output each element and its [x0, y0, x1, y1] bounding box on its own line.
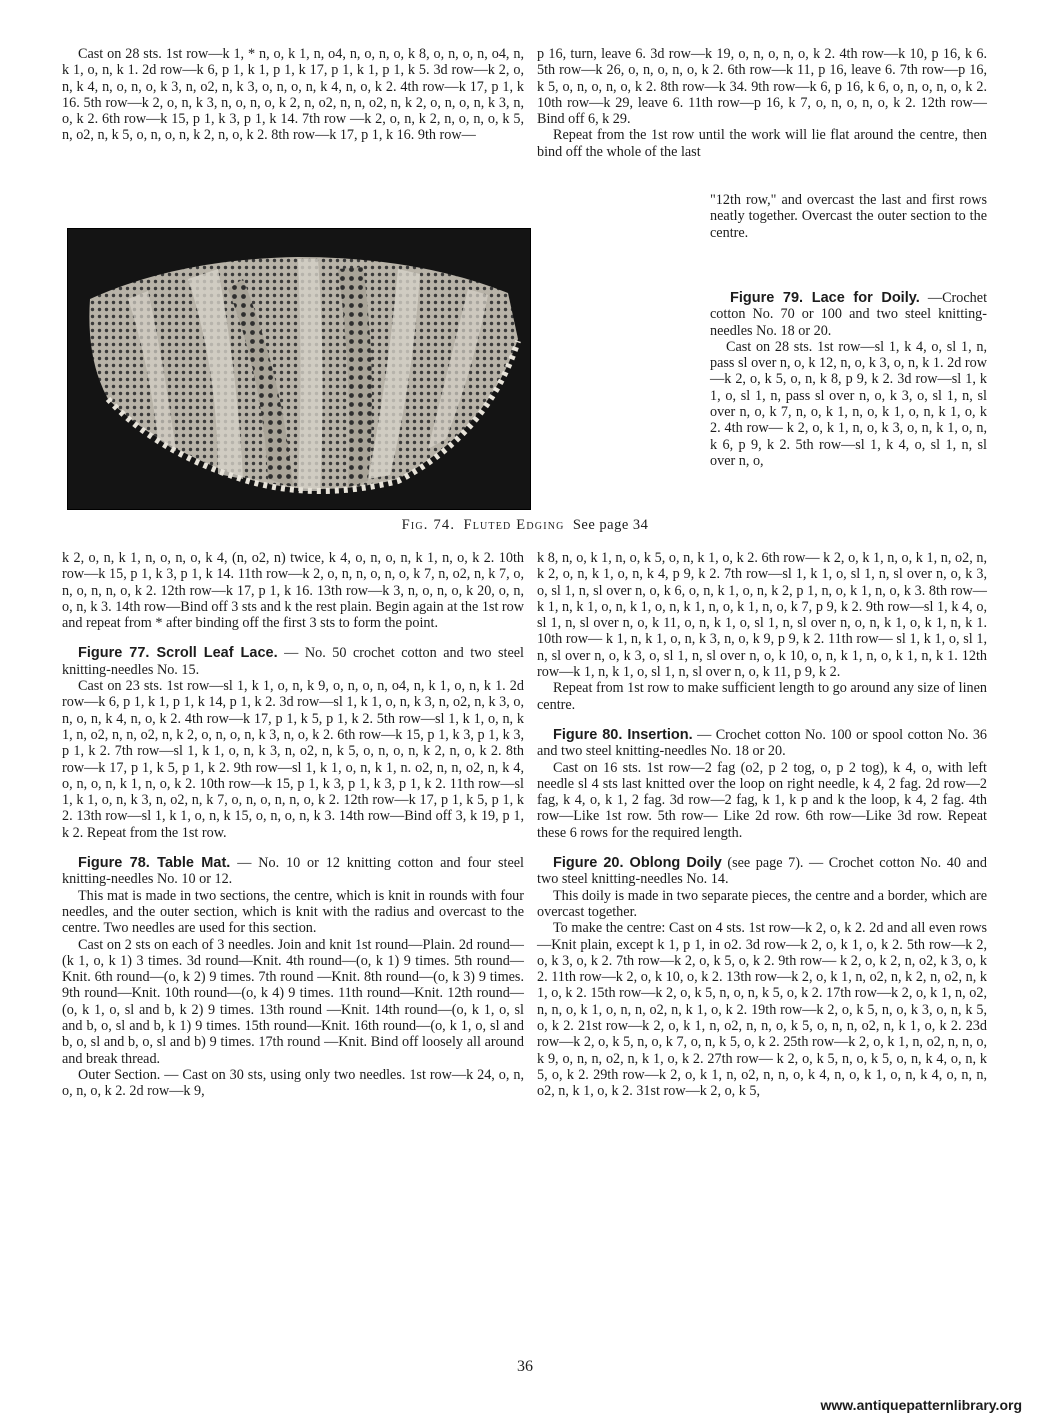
paragraph: Cast on 28 sts. 1st row—k 1, * n, o, k 1, n, o4, n, o, n, o, k 8, o, n, o, n, o4, n, k 1, o, n, k 1. 2d row—k 6, p 1, k 1, p 1, k 17, p 1, k 1, p 1, k 5. 3d row—k 2, o, n, k 4, n, o, n, o, k 3, n, o2, n, k 3, o, n, o, n, k 4, n, o, k 2. 4th row—k 17, p 1, k 16. 5th row—k 2, o, n, k 3, n, o, n, o, k 2, n, o2, n, n, o2, n, k 2, o, n, o, n, k 3, n, o, k 2. 6th row—k 15, p 1, k 3, p 1, k 14. 7th row —k 2, o, n, k 2, n, o, n, o, k 5, n, o2, n, k 5, o, n, o, n, k 2, n, o, k 2. 8th row—k 17, p 1, k 16. 9th row— — [62, 46, 524, 144]
figure-79-intro — [710, 290, 987, 339]
paragraph: "12th row," and overcast the last and first rows neatly together. Overcast the outer section to the centre. — [710, 192, 987, 241]
paragraph: — Crochet cotton No. 100 or spool cotton No. 36 and two steel knitting-needles No. 18 or 20. — [537, 726, 988, 760]
figure-80-intro — [537, 727, 987, 760]
paragraph: k 8, n, o, k 1, n, o, k 5, o, n, k 1, o, k 2. 6th row— k 2, o, k 1, n, o, k 1, n, o2, n, k 2, o, n, k 1, o, n, k 4, p 9, k 2. 7th row—sl 1, k 1, o, sl 1, n, sl over n, o, k 3, o, sl 1, n, sl over n, o, k 6, o, n, k 1, o, n, k 2, p 1, n, o, k 1, n, o, k 3. 8th row—k 1, n, k 1, o, n, k 1, o, n, k 1, n, o, k 1, n, o, k 7, p 9, k 2. 9th row—sl 1, k 4, o, sl 1, n, sl over n, o, k 11, o, n, k 1, o, sl 1, n, sl over n, o, n, k 1, o, k 1, n, k 1. 10th row— k 1, n, k 1, o, n, k 3, n, o, k 9, p 9, k 2. 11th row— sl 1, k 1, o, sl 1, n, sl over n, o, k 3, o, sl 1, n, sl over n, o, k 10, o, n, k 1, n, o, k 1, n, k 1. 12th row—k 1, n, k 1, o, sl 1, n, sl over n, o, k 11, p 9, k 2. — [537, 550, 987, 681]
figure-78-intro — [62, 855, 524, 888]
paragraph: Cast on 2 sts on each of 3 needles. Join and knit 1st round—Plain. 2d round—(k 1, o, k 1) 3 times. 3d round—Knit. 4th round—(o, k 1) 9 times. 5th round—Knit. 6th round—(o, k 2) 9 times. 7th round —Knit. 8th round—(o, k 3) 9 times. 9th round—Knit. 10th round—(o, k 4) 9 times. 11th round—Knit. 12th round—(o, k 1, o, sl and b, k 2) 9 times. 13th round —Knit. 14th round—(o, k 1, o, sl and b, o, sl and b, k 1) 9 times. 15th round—Knit. 16th round—(o, k 1, o, sl and b, o, sl and b, o, sl and b) 9 times. 17th round —Knit. Bind off loosely all around and break thread. — [62, 936, 524, 1067]
footer-url: www.antiquepatternlibrary.org — [820, 1397, 1022, 1413]
paragraph: p 16, turn, leave 6. 3d row—k 19, o, n, o, n, o, k 2. 4th row—k 10, p 16, k 6. 5th row—k 26, o, n, o, n, o, k 2. 6th row—k 11, p 16, leave 6. 7th row—p 16, k 5, o, n, o, n, o, k 2. 8th row—k 34. 9th row—k 6, p 16, k 6, o, n, o, n, o, k 2. 10th row—k 29, leave 6. 11th row—p 16, k 7, o, n, o, n, o, k 2. 12th row—Bind off 6, k 29. — [537, 46, 987, 128]
paragraph: This mat is made in two sections, the centre, which is knit in rounds with four needles, and the outer section, which is knit with the radius and overcast to the centre. Two needles are used for this section. — [62, 887, 524, 937]
figure-20-title: Figure 20. Oblong Doily — [553, 855, 722, 872]
left-top-text — [62, 46, 524, 144]
paragraph: Outer Section. — Cast on 30 sts, using only two needles. 1st row—k 24, o, n, o, n, o, k 2. 2d row—k 9, — [62, 1066, 524, 1100]
paragraph: Repeat from the 1st row until the work will lie flat around the centre, then bind off the whole of the last — [537, 127, 987, 160]
lace-illustration — [68, 229, 530, 509]
paragraph: — No. 10 or 12 knitting cotton and four steel knitting-needles No. 10 or 12. — [62, 855, 524, 888]
figure-80-title: Figure 80. Insertion. — [553, 726, 693, 743]
figure-79-title: Figure 79. Lace for Doily. — [730, 290, 920, 306]
figure-20-intro — [537, 855, 987, 888]
figure-79-section — [710, 290, 987, 469]
paragraph: Cast on 16 sts. 1st row—2 fag (o2, p 2 tog, o, p 2 tog), k 4, o, with left needle sl 4 sts last knitted over the loop on right needle, k 4, 2 fag. 2d row—2 fag, k 4, o, k 1, 2 fag. 3d row—2 fag, k 1, k p and k the loop, k 4, 2 fag. 4th row—Like 1st row. 5th row— Like 2d row. 6th row—Like 3d row. Repeat these 6 rows for the required length. — [537, 759, 987, 841]
paragraph: Repeat from 1st row to make sufficient length to go around any size of linen centre. — [537, 680, 987, 713]
paragraph: Cast on 28 sts. 1st row—sl 1, k 4, o, sl 1, n, pass sl over n, o, k 12, n, o, k 3, o, n, k 1. 2d row —k 2, o, k 5, o, n, k 8, p 9, k 2. 3d row—sl 1, k 1, o, sl 1, n, pass sl over n, o, k 3, o, sl 1, n, sl over n, o, k 7, n, o, k 1, n, o, k 1, o, n, k 1, o, k 2. 4th row— k 2, o, k 1, n, o, k 3, o, n, k 1, o, n, k 6, p 9, k 2. 5th row—sl 1, k 4, o, sl 1, n, sl over n, o, — [710, 338, 987, 469]
figure-77-title: Figure 77. Scroll Leaf Lace. — [78, 645, 278, 662]
paragraph: k 2, o, n, k 1, n, o, n, o, k 4, (n, o2, n) twice, k 4, o, n, o, n, k 1, n, o, k 2. 10th row—k 15, p 1, k 3, p 1, k 14. 11th row—k 2, o, n, n, o, n, o, k 7, n, o2, n, k 7, o, n, o, n, n, o, k 2. 12th row—k 17, p 1, k 16. 13th row—k 3, n, o, n, o, k 20, o, n, o, n, k 3. 14th row—Bind off 3 sts and k the rest plain. Begin again at the 1st row and repeat from * after binding off the first 3 sts to form the point. — [62, 550, 524, 632]
paragraph: — No. 50 crochet cotton and two steel knitting-needles No. 15. — [62, 645, 524, 678]
figure-label: Fig. 74. — [401, 517, 456, 533]
paragraph: This doily is made in two separate pieces, the centre and a border, which are overcast together. — [537, 887, 987, 920]
paragraph: Cast on 23 sts. 1st row—sl 1, k 1, o, n, k 9, o, n, o, n, o4, n, k 1, o, n, k 1. 2d row—k 6, p 1, k 1, p 1, k 14, p 1, k 2. 3d row—sl 1, k 1, o, n, k 3, n, o2, n, k 3, o, n, o, n, k 4, n, o, k 2. 4th row—k 17, p 1, k 5, p 1, k 2. 5th row—sl 1, k 1, o, n, k 1, n, o2, n, n, o2, n, k 2, o, n, o, n, k 3, n, o, k 2. 6th row—k 15, p 1, k 3, p 1, k 3, p 1, k 2. 7th row—sl 1, k 1, o, n, k 3, n, o2, n, k 5, o, n, o, n, k 2, n, o, k 2. 8th row—k 17, p 1, k 5, p 1, k 2. 9th row—sl 1, k 1, o, n, k 1, n. o2, n, n, o2, n, k 4, o, n, o, n, k 1, n, o, k 2. 10th row—k 15, p 1, k 3, p 1, k 3, p 1, k 2. 11th row—sl 1, k 1, o, n, k 3, n, o2, n, k 7, o, n, o, n, n, o, k 2. 12th row—k 17, p 1, k 5, p 1, k 2. 13th row—sl 1, k 1, o, n, k 15, o, n, o, n, k 3. 14th row—Bind off 3, k 19, p 1, k 2. Repeat from the 1st row. — [62, 678, 524, 841]
right-top-text — [537, 46, 987, 160]
left-column — [62, 550, 524, 1100]
figure-title: Fluted Edging — [463, 517, 565, 533]
figure-page-ref: See page 34 — [572, 517, 649, 533]
figure-78-title: Figure 78. Table Mat. — [78, 855, 231, 872]
figure-caption — [0, 517, 1050, 534]
paragraph: (see page 7). — Crochet cotton No. 40 and two steel knitting-needles No. 14. — [537, 855, 987, 888]
paragraph: —Crochet cotton No. 70 or 100 and two steel knitting-needles No. 18 or 20. — [710, 290, 988, 339]
figure-77-intro — [62, 645, 524, 678]
page-number: 36 — [517, 1358, 533, 1375]
right-column — [537, 550, 987, 1100]
right-narrow-text — [710, 192, 987, 241]
fluted-edging-photo — [67, 228, 531, 510]
paragraph: To make the centre: Cast on 4 sts. 1st row—k 2, o, k 2. 2d and all even rows—Knit plain, except k 1, p 1, in o2. 3d row—k 2, o, k 1, o, k 2. 5th row—k 2, o, k 3, o, k 2. 7th row—k 2, o, k 5, o, k 2. 9th row— k 2, o, k 2, n, o2, k 3, o, k 2. 11th row—k 2, o, k 10, o, k 2. 13th row—k 2, o, k 1, n, o2, n, k 2, n, o2, n, k 1, o, k 2. 15th row—k 2, o, k 5, n, o, n, k 5, o, k 2. 17th row—k 2, o, k 1, n, o2, n, n, o, k 1, o, n, n, o2, n, k 1, o, k 2. 19th row—k 2, o, k 5, n, o, k 3, o, n, k 5, o, k 2. 21st row—k 2, o, k 1, n, o2, n, n, o, k 5, o, n, n, o2, n, k 1, o, k 2. 23d row—k 2, o, k 5, n, o, k 7, o, n, k 5, o, k 2. 25th row—k 2, o, k 1, n, o2, n, n, o, k 9, o, n, n, o2, n, k 1, o, k 2. 27th row— k 2, o, k 5, n, o, k 5, o, n, k 4, o, n, k 5, o, k 2. 29th row—k 2, o, k 1, n, o2, n, n, o, k 4, n, o, k 1, o, n, k 4, o, n, n, o2, n, k 1, o, k 2. 31st row—k 2, o, k 5, — [537, 920, 987, 1100]
